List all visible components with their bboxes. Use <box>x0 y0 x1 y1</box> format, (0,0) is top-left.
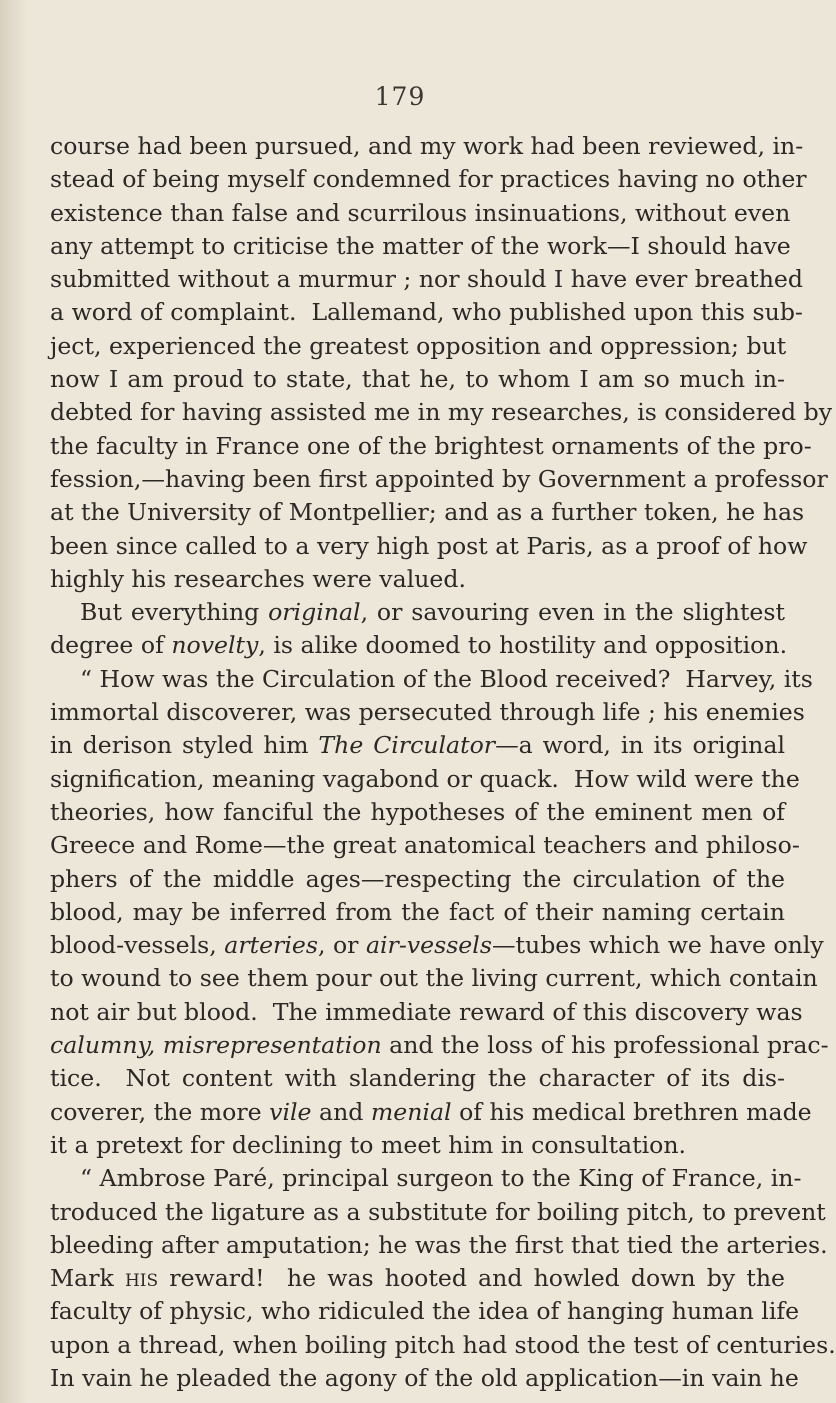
line-text: troduced the ligature as a substitute for boiling pitch, to prevent <box>50 1197 826 1226</box>
line-text: to wound to see them pour out the living current, which contain <box>50 964 818 993</box>
text-line <box>50 197 791 230</box>
text-line <box>50 629 788 662</box>
italic-text: vile <box>269 1097 312 1126</box>
line-text: But everything <box>80 598 269 627</box>
line-text: faculty of physic, who ridiculed the idea of hanging human life <box>50 1297 800 1326</box>
line-text: —tubes which we have only <box>491 931 824 960</box>
text-line <box>50 1096 812 1129</box>
text-line <box>50 1362 799 1395</box>
text-line <box>50 263 803 296</box>
line-text: stead of being myself condemned for practices having no other <box>50 165 807 194</box>
italic-text: calumny, misrepresentation <box>50 1031 382 1060</box>
text-line <box>50 1262 785 1295</box>
text-line <box>50 463 828 496</box>
line-text: been since called to a very high post at Paris, as a proof of how <box>50 531 808 560</box>
body-text <box>50 130 836 1395</box>
line-text: now I am proud to state, that he, to whom I am so much in- <box>50 365 785 394</box>
line-text: and the loss of his professional prac- <box>381 1031 829 1060</box>
text-line <box>50 430 812 463</box>
text-line <box>50 1162 802 1195</box>
line-text: Greece and Rome—the great anatomical teachers and philoso- <box>50 831 800 860</box>
line-text: in derison styled him <box>50 731 319 760</box>
text-line <box>50 696 805 729</box>
page-number: 179 <box>374 82 426 111</box>
line-text: and <box>311 1097 371 1126</box>
text-line <box>50 796 785 829</box>
line-text: bleeding after amputation; he was the first that tied the arteries. <box>50 1230 828 1259</box>
text-line <box>50 163 807 196</box>
text-line <box>50 363 785 396</box>
text-line <box>50 996 803 1029</box>
text-line <box>50 563 785 596</box>
small-caps-text: his <box>124 1264 159 1293</box>
text-line <box>50 763 800 796</box>
line-text: In vain he pleaded the agony of the old application—in vain he <box>50 1363 799 1392</box>
italic-text: novelty <box>171 631 259 660</box>
text-line <box>50 962 818 995</box>
text-line <box>50 330 785 363</box>
text-line <box>50 863 785 896</box>
line-text: “ Ambrose Paré, principal surgeon to the King of France, in- <box>80 1164 802 1193</box>
line-text: it a pretext for declining to meet him in consultation. <box>50 1130 687 1159</box>
line-text: a word of complaint. Lallemand, who published upon this sub- <box>50 298 803 327</box>
line-text: of his medical brethren made <box>451 1097 812 1126</box>
text-line <box>50 663 813 696</box>
line-text: blood, may be inferred from the fact of their naming certain <box>50 897 785 926</box>
text-line <box>50 296 803 329</box>
line-text: degree of <box>50 631 172 660</box>
text-line <box>50 1129 785 1162</box>
text-line <box>50 1229 828 1262</box>
italic-text: menial <box>370 1097 452 1126</box>
text-line <box>50 130 804 163</box>
line-text: the faculty in France one of the brightest ornaments of the pro- <box>50 431 812 460</box>
line-text: “ How was the Circulation of the Blood received? Harvey, its <box>80 664 813 693</box>
line-text: blood-vessels, <box>50 931 225 960</box>
text-line <box>50 1329 836 1362</box>
italic-text: The Circulator <box>318 731 496 760</box>
text-line <box>50 729 785 762</box>
text-line <box>50 1062 785 1095</box>
line-text: , or <box>317 931 366 960</box>
line-text: any attempt to criticise the matter of the work—I should have <box>50 231 791 260</box>
line-text: tice. Not content with slandering the character of its dis- <box>50 1064 785 1093</box>
line-text: , is alike doomed to hostility and opposition. <box>258 631 788 660</box>
line-text: signification, meaning vagabond or quack. How wild were the <box>50 764 800 793</box>
line-text: Mark <box>50 1264 125 1293</box>
text-line <box>50 929 824 962</box>
text-line <box>50 396 833 429</box>
line-text: course had been pursued, and my work had been reviewed, in- <box>50 132 804 160</box>
text-line <box>50 1196 826 1229</box>
text-line <box>50 1295 800 1328</box>
text-line <box>50 1029 829 1062</box>
line-text: upon a thread, when boiling pitch had stood the test of centuries. <box>50 1330 836 1359</box>
line-text: not air but blood. The immediate reward of this discovery was <box>50 997 803 1026</box>
italic-text: original <box>268 598 361 627</box>
italic-text: arteries <box>224 931 318 960</box>
line-text: coverer, the more <box>50 1097 270 1126</box>
line-text: phers of the middle ages—respecting the circulation of the <box>50 864 785 893</box>
text-line <box>50 230 791 263</box>
text-line <box>50 829 800 862</box>
line-text: submitted without a murmur ; nor should I have ever breathed <box>50 265 803 294</box>
line-text: at the University of Montpellier; and as a further token, he has <box>50 498 805 527</box>
text-line <box>50 496 805 529</box>
line-text: —a word, in its original <box>495 731 785 760</box>
text-line <box>50 530 808 563</box>
line-text: existence than false and scurrilous insinuations, without even <box>50 198 791 227</box>
text-line <box>50 896 785 929</box>
line-text: reward! he was hooted and howled down by the <box>158 1264 785 1293</box>
line-text: ject, experienced the greatest opposition and oppression; but <box>50 331 787 360</box>
line-text: fession,—having been first appointed by Government a professor <box>50 464 828 493</box>
line-text: theories, how fanciful the hypotheses of the eminent men of <box>50 797 785 826</box>
line-text: , or savouring even in the slightest <box>360 598 785 627</box>
italic-text: air-vessels <box>365 931 492 960</box>
line-text: debted for having assisted me in my researches, is considered by <box>50 398 833 427</box>
line-text: immortal discoverer, was persecuted through life ; his enemies <box>50 698 805 727</box>
text-line <box>50 596 785 629</box>
line-text: highly his researches were valued. <box>50 564 467 593</box>
